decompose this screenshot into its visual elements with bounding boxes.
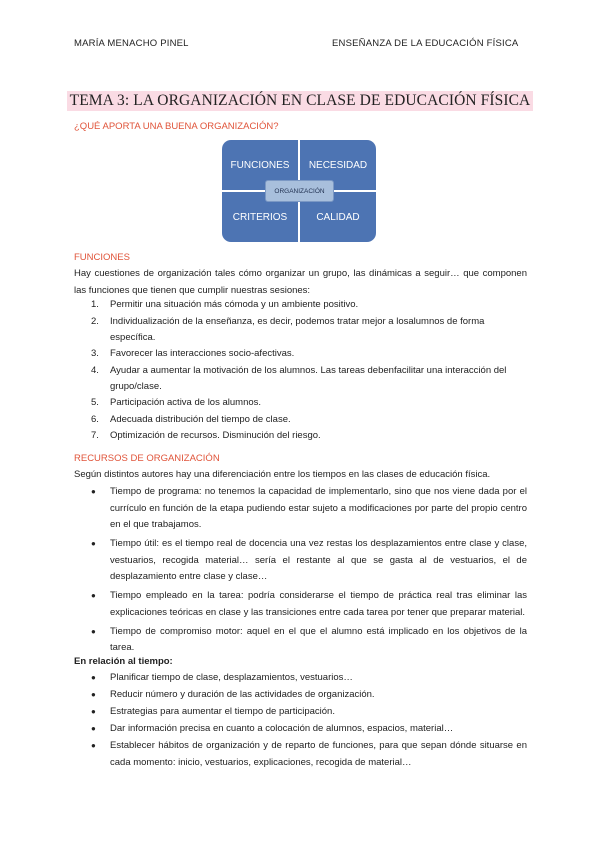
list-item: 6. Adecuada distribución del tiempo de clase. [91,413,291,425]
header-author: MARÍA MENACHO PINEL [74,38,189,49]
bullet-icon: ● [91,707,96,716]
bullet-icon: ● [91,724,96,733]
funciones-list [74,297,527,445]
tiempo-heading: En relación al tiempo: [74,656,173,667]
bullet-icon: ● [91,487,96,496]
diagram-necesidad: NECESIDAD [300,140,376,190]
recursos-heading: RECURSOS DE ORGANIZACIÓN [74,453,220,464]
funciones-intro: Hay cuestiones de organización tales cómo organizar un grupo, las dinámicas a seguir… que componen las funciones que tienen que cumplir nuestras sesiones: [74,268,527,296]
diagram-criterios: CRITERIOS [222,192,298,242]
page-header [74,38,526,52]
diagram-calidad: CALIDAD [300,192,376,242]
header-subject: ENSEÑANZA DE LA EDUCACIÓN FÍSICA [332,38,519,49]
list-item: ● Tiempo de programa: no tenemos la capacidad de implementarlo, sino que nos viene dada por el currículo en función de la etapa pudiendo estar sujeto a modificaciones por parte del propio centro en el que trabajamos. [91,486,527,530]
list-item: ● Establecer hábitos de organización y de reparto de funciones, para que sepan dónde situarse en cada momento: inicio, vestuarios, explicaciones, recogida de material… [91,740,527,768]
list-item: ● Tiempo empleado en la tarea: podría considerarse el tiempo de práctica real tras eliminar las explicaciones teóricas en clase y las transiciones entre cada tarea por tener que preparar material. [91,590,527,618]
list-item: 1. Permitir una situación más cómoda y un ambiente positivo. [91,299,359,310]
list-item: ● Planificar tiempo de clase, desplazamientos, vestuarios… [74,670,527,687]
bullet-icon: ● [91,690,96,699]
bullet-icon: ● [91,741,96,750]
recursos-list [74,484,527,659]
list-item: ● Tiempo útil: es el tiempo real de docencia una vez restas los desplazamientos entre clase y clase, vestuarios, recogida material… sería el restante al que se gasta al de vestuarios, el de desplazamiento entre clase y clase… [91,538,527,582]
section-question: ¿QUÉ APORTA UNA BUENA ORGANIZACIÓN? [74,121,279,132]
list-item: 7. Optimización de recursos. Disminución del riesgo. [91,430,321,441]
list-item: 4. Ayudar a aumentar la motivación de los alumnos. Las tareas debenfacilitar una interacción del grupo/clase. [91,364,507,392]
organization-diagram [222,140,376,242]
list-item: 3. Favorecer las interacciones socio-afectivas. [91,348,295,359]
title-wrap [0,91,600,111]
recursos-intro: Según distintos autores hay una diferenciación entre los tiempos en las clases de educación física. [74,469,491,480]
page-title: TEMA 3: LA ORGANIZACIÓN EN CLASE DE EDUCACIÓN FÍSICA [67,91,534,111]
tiempo-list [74,670,527,772]
list-item: 5. Participación activa de los alumnos. [91,397,262,408]
list-item: ● Tiempo de compromiso motor: aquel en el que el alumno está implicado en los objetivos de la tarea. [91,625,527,653]
diagram-center-organizacion: ORGANIZACIÓN [265,180,334,202]
bullet-icon: ● [91,591,96,600]
list-item: 2. Individualización de la enseñanza, es decir, podemos tratar mejor a losalumnos de forma específica. [91,315,485,343]
bullet-icon: ● [91,673,96,682]
list-item: ● Dar información precisa en cuanto a colocación de alumnos, espacios, material… [74,721,527,738]
funciones-heading: FUNCIONES [74,252,130,263]
bullet-icon: ● [91,539,96,548]
diagram-funciones: FUNCIONES [222,140,298,190]
bullet-icon: ● [91,626,96,636]
list-item: ● Reducir número y duración de las actividades de organización. [74,687,527,704]
list-item: ● Estrategias para aumentar el tiempo de participación. [74,704,527,721]
